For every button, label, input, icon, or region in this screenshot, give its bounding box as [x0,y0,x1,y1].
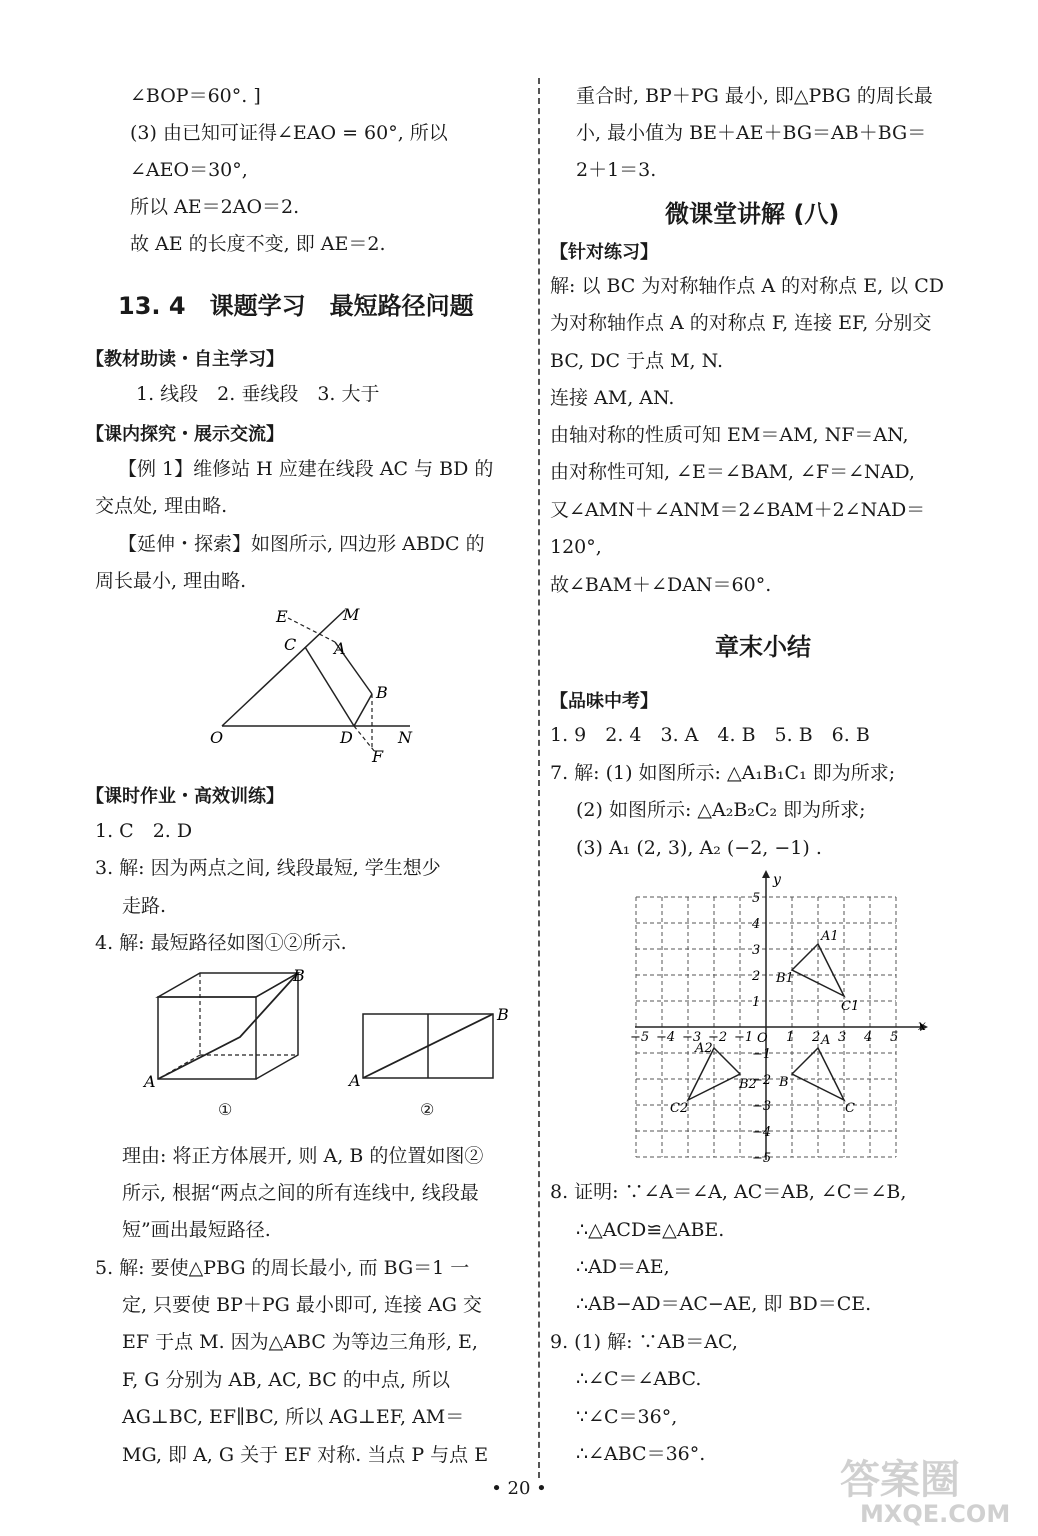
label-b: B [497,1005,509,1024]
y-tick-label: −2 [752,1073,772,1088]
x-tick-label: −1 [734,1030,754,1045]
label-b2: B2 [739,1077,757,1092]
label-a1: A1 [821,929,839,944]
x-tick-label: 5 [890,1030,899,1045]
text-line: 所示, 根据“两点之间的所有连线中, 线段最 [122,1182,479,1204]
label-a: A [821,1033,831,1048]
label-c2: C2 [670,1101,689,1116]
text-line: ∴△ACD≌△ABE. [576,1219,725,1241]
section-heading: 【课内探究・展示交流】 [86,424,284,445]
text-line: ∴∠ABC＝36°. [576,1443,706,1465]
text-line: ∵∠C＝36°, [576,1406,678,1428]
text-line: 120°, [550,536,602,558]
x-tick-label: 2 [812,1030,821,1045]
figure-caption: ① [218,1100,233,1119]
section-title: 微课堂讲解 (八) [665,200,840,228]
column-divider [538,78,540,1478]
text-line: 定, 只要使 BP＋PG 最小即可, 连接 AG 交 [122,1294,482,1316]
text-line: 4. 解: 最短路径如图①②所示. [95,932,347,954]
text-line: 1. 9 2. 4 3. A 4. B 5. B 6. B [550,724,870,746]
text-line: ∴∠C＝∠ABC. [576,1368,702,1390]
text-line: F, G 分别为 AB, AC, BC 的中点, 所以 [122,1369,450,1391]
axis-x-label: x [918,1018,926,1034]
text-line: 所以 AE＝2AO＝2. [130,196,300,218]
section-title: 13. 4 课题学习 最短路径问题 [118,292,474,320]
watermark-logo: 答案圈 [840,1457,960,1503]
y-tick-label: −3 [752,1099,772,1114]
text-line: 解: 以 BC 为对称轴作点 A 的对称点 E, 以 CD [550,275,944,297]
text-line: EF 于点 M. 因为△ABC 为等边三角形, E, [122,1331,478,1353]
cube-figure [140,965,320,1095]
section-heading: 【针对练习】 [550,242,658,263]
x-tick-label: −2 [708,1030,728,1045]
text-line: 又∠AMN＋∠ANM＝2∠BAM＋2∠NAD＝ [550,499,926,521]
text-line: ∠AEO＝30°, [130,159,248,181]
watermark-url: MXQE.COM [860,1500,1011,1528]
text-line: 为对称轴作点 A 的对称点 F, 连接 EF, 分别交 [550,312,932,334]
text-line: 1. 线段 2. 垂线段 3. 大于 [136,383,380,405]
label-c: C [845,1101,855,1116]
label-c1: C1 [841,999,860,1014]
section-heading: 【品味中考】 [550,691,658,712]
text-line: ∴AD＝AE, [576,1256,670,1278]
x-tick-label: −4 [656,1030,676,1045]
text-line: 3. 解: 因为两点之间, 线段最短, 学生想少 [95,857,441,879]
text-line: 【例 1】维修站 H 应建在线段 AC 与 BD 的 [118,458,494,480]
text-line: (3) 由已知可证得∠EAO = 60°, 所以 [130,122,448,144]
label-n: N [398,728,412,747]
text-line: 由轴对称的性质可知 EM＝AM, NF＝AN, [550,424,909,446]
section-title: 章末小结 [715,633,811,661]
label-a: A [144,1072,156,1091]
axis-y-label: y [773,872,781,888]
text-line: 周长最小, 理由略. [95,570,247,592]
x-tick-label: 1 [786,1030,795,1045]
text-line: 故 AE 的长度不变, 即 AE＝2. [130,233,386,255]
text-line: 重合时, BP＋PG 最小, 即△PBG 的周长最 [576,85,933,107]
y-tick-label: −4 [752,1125,772,1140]
text-line: 小, 最小值为 BE＋AE＋BG＝AB＋BG＝ [576,122,927,144]
label-b: B [293,966,305,985]
text-line: 8. 证明: ∵∠A＝∠A, AC＝AB, ∠C＝∠B, [550,1181,907,1203]
section-heading: 【课时作业・高效训练】 [86,786,284,807]
label-c: C [284,635,297,654]
x-tick-label: 4 [864,1030,873,1045]
coordinate-grid [630,870,935,1170]
text-line: 5. 解: 要使△PBG 的周长最小, 而 BG＝1 一 [95,1257,470,1279]
label-a: A [349,1071,361,1090]
text-line: 1. C 2. D [95,820,193,842]
label-a2: A2 [695,1041,713,1056]
text-line: 理由: 将正方体展开, 则 A, B 的位置如图② [122,1145,484,1167]
label-f: F [372,747,384,766]
label-b1: B1 [776,971,794,986]
origin-label: O [757,1031,768,1046]
y-tick-label: −5 [752,1151,772,1166]
text-line: BC, DC 于点 M, N. [550,350,724,372]
text-line: 2＋1＝3. [576,159,657,181]
text-line: 7. 解: (1) 如图所示: △A₁B₁C₁ 即为所求; [550,762,896,784]
section-heading: 【教材助读・自主学习】 [86,349,284,370]
y-tick-label: 3 [752,943,761,958]
text-line: 故∠BAM＋∠DAN＝60°. [550,574,772,596]
text-line: AG⊥BC, EF∥BC, 所以 AG⊥EF, AM＝ [122,1406,465,1428]
text-line: (2) 如图所示: △A₂B₂C₂ 即为所求; [576,799,866,821]
label-m: M [343,605,360,624]
text-line: 走路. [122,895,167,917]
path-diagram [200,600,430,770]
label-d: D [340,728,353,747]
label-o: O [210,728,224,747]
x-tick-label: −3 [682,1030,702,1045]
text-line: MG, 即 A, G 关于 EF 对称. 当点 P 与点 E [122,1444,489,1466]
text-line: 9. (1) 解: ∵AB＝AC, [550,1331,738,1353]
x-tick-label: 3 [838,1030,847,1045]
text-line: 短”画出最短路径. [122,1219,271,1241]
text-line: 交点处, 理由略. [95,495,228,517]
label-b: B [376,683,388,702]
text-line: 由对称性可知, ∠E＝∠BAM, ∠F＝∠NAD, [550,461,915,483]
page-number: • 20 • [491,1478,547,1499]
text-line: 连接 AM, AN. [550,387,675,409]
y-tick-label: −1 [752,1047,772,1062]
y-tick-label: 1 [752,995,761,1010]
y-tick-label: 4 [752,917,761,932]
text-line: 【延伸・探索】如图所示, 四边形 ABDC 的 [118,533,485,555]
x-tick-label: −5 [630,1030,650,1045]
label-a: A [334,639,346,658]
unfolded-figure [345,1000,525,1090]
text-line: (3) A₁ (2, 3), A₂ (−2, −1) . [576,837,822,859]
y-tick-label: 2 [752,969,761,984]
text-line: ∠BOP＝60°. ] [130,85,261,107]
text-line: ∴AB−AD＝AC−AE, 即 BD＝CE. [576,1293,872,1315]
label-b: B [779,1075,789,1090]
y-tick-label: 5 [752,891,761,906]
figure-caption: ② [420,1100,435,1119]
label-e: E [276,607,288,626]
